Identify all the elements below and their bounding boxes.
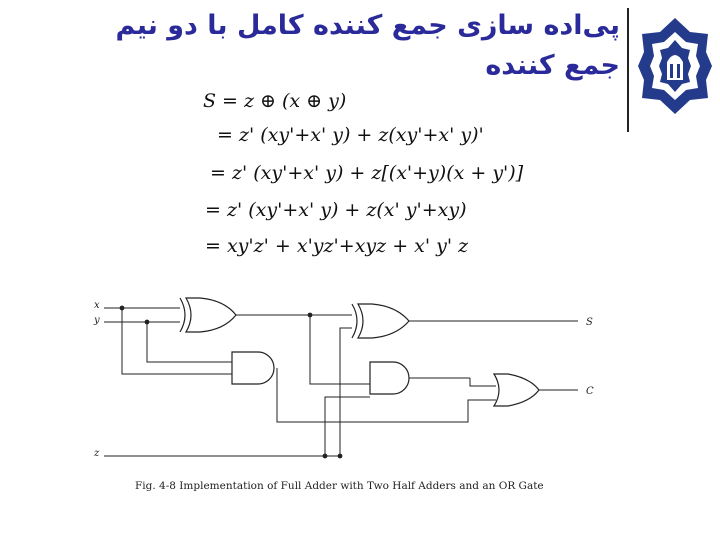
xor-gate-2 [352, 304, 409, 338]
xor-gate-1 [180, 298, 236, 332]
slide-title: پی‌اده سازی جمع کننده کامل با دو نیم جمع کننده [115, 10, 620, 81]
or-gate [494, 374, 539, 406]
junction-dots [120, 306, 343, 459]
output-label-s: S [586, 317, 593, 328]
and-gate-2 [370, 362, 409, 394]
input-label-y: y [94, 315, 100, 326]
and-gate-1 [232, 352, 274, 384]
input-label-x: x [94, 300, 100, 311]
input-label-z: z [94, 448, 100, 459]
equation-line-2: = z' (xy'+x' y) + z(xy'+x' y)' [217, 124, 484, 146]
equation-line-3: = z' (xy'+x' y) + z[(x'+y)(x + y')] [210, 162, 524, 184]
equation-line-4: = z' (xy'+x' y) + z(x' y'+xy) [205, 199, 467, 221]
equation-line-1: S = z ⊕ (x ⊕ y) [203, 90, 347, 112]
equation-line-5: = xy'z' + x'yz'+xyz + x' y' z [205, 235, 469, 257]
figure-caption: Fig. 4-8 Implementation of Full Adder with Two Half Adders and an OR Gate [135, 480, 544, 492]
output-label-c: C [586, 386, 594, 397]
